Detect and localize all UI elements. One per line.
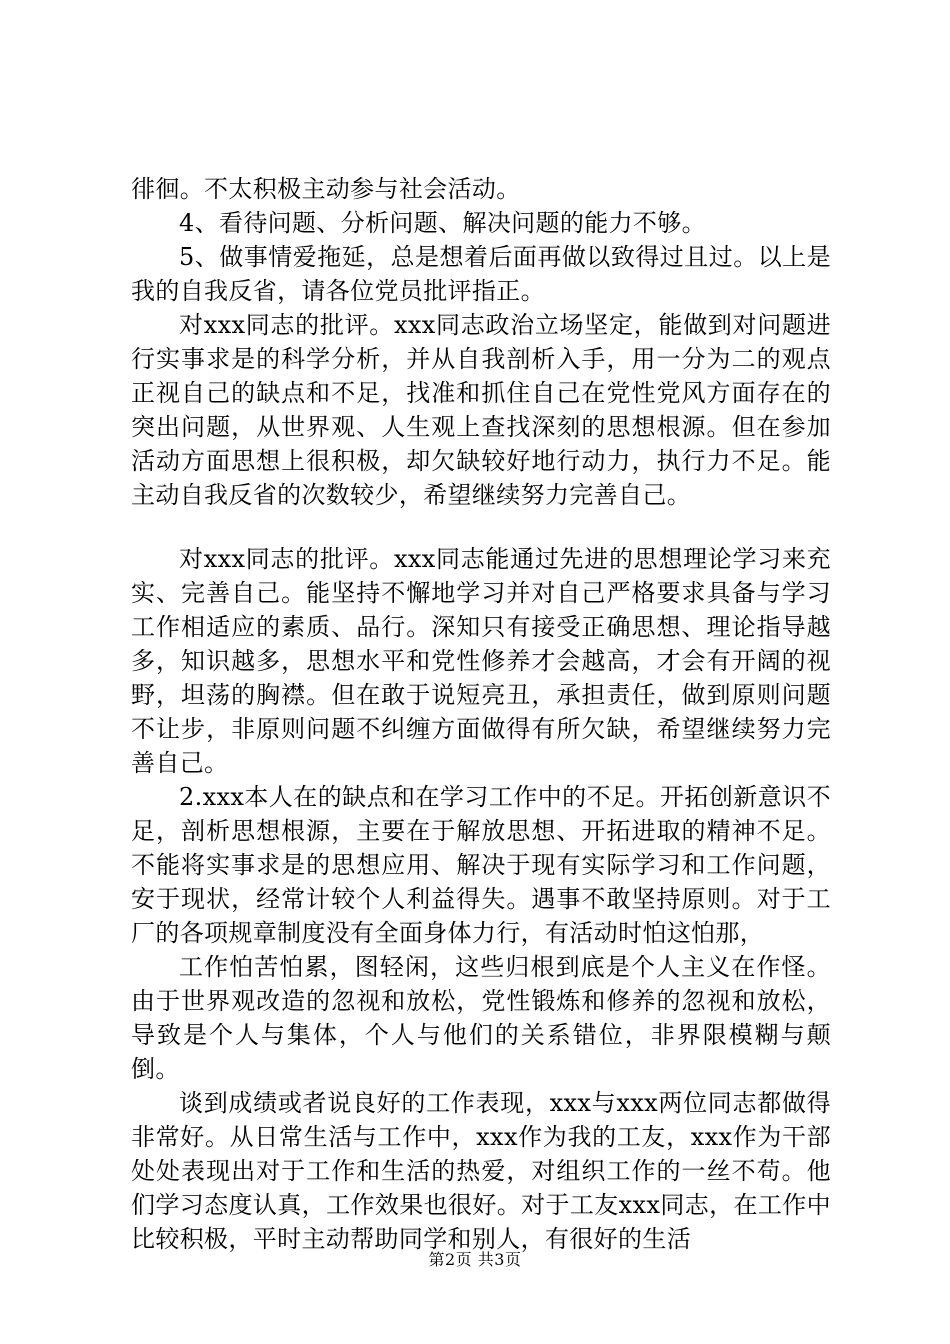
paragraph-item-5: 5、做事情爱拖延，总是想着后面再做以致得过且过。以上是我的自我反省，请各位党员批评指正。 [131,243,831,305]
paragraph-achievements: 谈到成绩或者说良好的工作表现，xxx与xxx两位同志都做得非常好。从日常生活与工作中，xxx作为我的工友，xxx作为干部处处表现出对于工作和生活的热爱，对组织工作的一丝不苟。他们学习态度认真，工作效果也很好。对于工友xxx同志，在工作中比较积极，平时主动帮助同学和别人，有很好的生活 [131,1089,831,1253]
paragraph-continuation: 徘徊。不太积极主动参与社会活动。 [131,175,521,203]
paragraph-critique-first: 对xxx同志的批评。xxx同志政治立场坚定，能做到对问题进行实事求是的科学分析，并从自我剖析入手，用一分为二的观点正视自己的缺点和不足，找准和抓住自己在党性党风方面存在的突出问题，从世界观、人生观上查找深刻的思想根源。但在参加活动方面思想上很积极，却欠缺较好地行动力，执行力不足。能主动自我反省的次数较少，希望继续努力完善自己。 [131,311,831,509]
document-body [131,172,831,1256]
paragraph-root-cause: 工作怕苦怕累，图轻闲，这些归根到底是个人主义在作怪。由于世界观改造的忽视和放松，党性锻炼和修养的忽视和放松，导致是个人与集体，个人与他们的关系错位，非界限模糊与颠倒。 [131,953,831,1083]
page-number-footer: 第2页 共3页 [428,1250,522,1269]
paragraph-critique-second: 对xxx同志的批评。xxx同志能通过先进的思想理论学习来充实、完善自己。能坚持不懈地学习并对自己严格要求具备与学习工作相适应的素质、品行。深知只有接受正确思想、理论指导越多，知识越多，思想水平和党性修养才会越高，才会有开阔的视野，坦荡的胸襟。但在敢于说短亮丑，承担责任，做到原则问题不让步，非原则问题不纠缠方面做得有所欠缺，希望继续努力完善自己。 [131,545,831,777]
paragraph-self-shortcomings: 2.xxx本人在的缺点和在学习工作中的不足。开拓创新意识不足，剖析思想根源，主要在于解放思想、开拓进取的精神不足。不能将实事求是的思想应用、解决于现有实际学习和工作问题，安于现状，经常计较个人利益得失。遇事不敢坚持原则。对于工厂的各项规章制度没有全面身体力行，有活动时怕这怕那， [131,783,831,947]
paragraph-item-4: 4、看待问题、分析问题、解决问题的能力不够。 [179,209,706,237]
